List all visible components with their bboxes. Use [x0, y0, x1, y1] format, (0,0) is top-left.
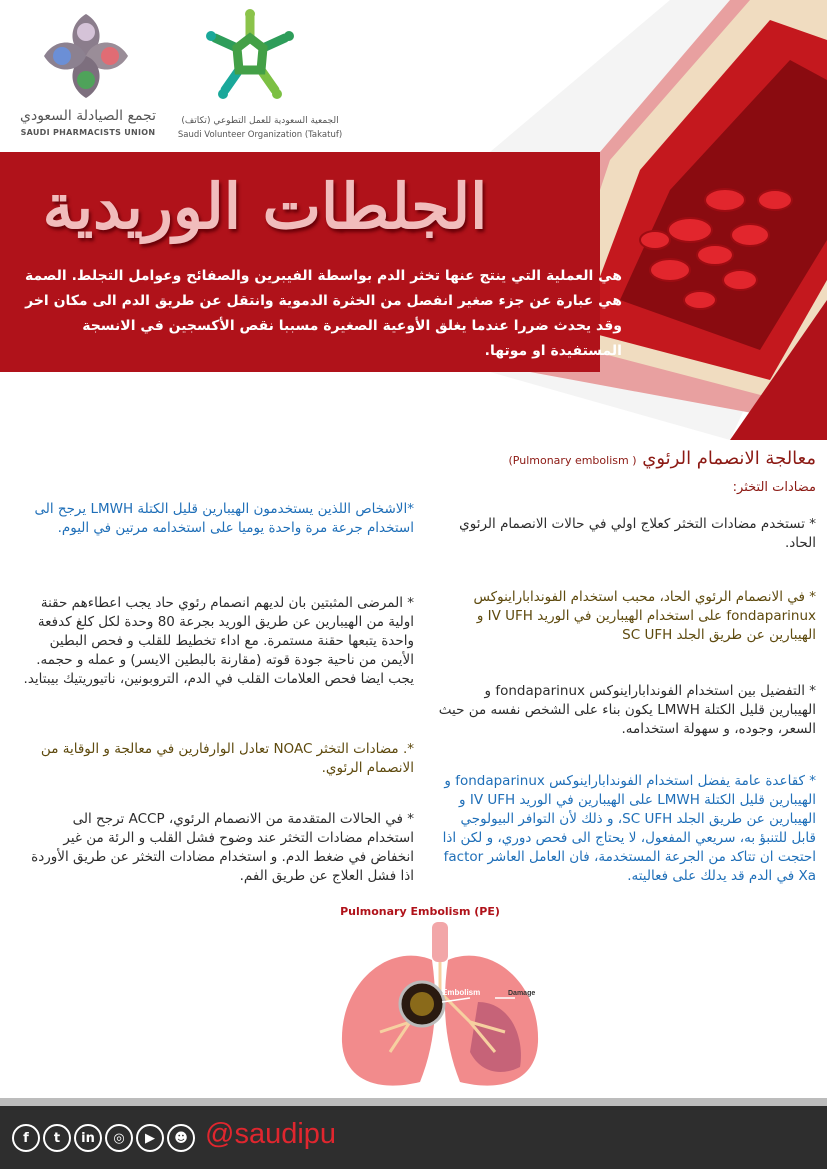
- embolism-label: Embolism: [442, 988, 481, 997]
- instagram-icon[interactable]: ◎: [105, 1124, 133, 1152]
- left-paragraph-2: * المرضى المثبتين بان لديهم انصمام رئوي حاد يجب اعطاءهم حقنة اولية من الهيبارين عن طريق الوريد بجرعة 80 وحدة لكل كلغ كدفعة واحدة يتبعها حقنة مستمرة. مع اداء تخطيط للقلب و فحص البطين الأيمن من ناحية جودة قوته (مقارنة بالبطين الايسر) و عمله و حجمه. يجب ايضا فحص العلامات القلب في الدم، التروبونين، ناتيوريتيك بيبتايد.: [23, 595, 414, 687]
- damage-label: Damage: [508, 990, 536, 997]
- left-paragraph-1: *الاشخاص اللذين يستخدمون الهيبارين قليل الكتلة LMWH يرجح الى استخدام جرعة مرة واحدة يوميا على استخدامه مرتين في اليوم.: [34, 501, 414, 536]
- left-paragraph-4: * في الحالات المتقدمة من الانصمام الرئوي، ACCP ترجح الى استخدام مضادات التخثر عند وضوح فشل القلب و الرئة من غير انخفاض في ضغط الدم. و استخدام مضادات التخثر عن طريق الأوردة اذا فشل العلاج عن طريق الفم.: [31, 811, 414, 884]
- social-handle[interactable]: @saudipu: [205, 1118, 337, 1150]
- takatuf-logo: [165, 8, 355, 138]
- spu-petal-icon: [40, 10, 132, 102]
- section-heading: [438, 448, 816, 469]
- lungs-illustration: [320, 922, 560, 1094]
- footer-bar: [0, 1106, 827, 1169]
- right-paragraph-2: * في الانصمام الرئوي الحاد، محبب استخدام الفونداباراينوكس fondaparinux على استخدام الهيبارين في الوريد IV UFH و الهيبارين عن طريق الجلد SC UFH: [473, 589, 816, 643]
- section-subheading: مضادات التخثر:: [732, 480, 816, 495]
- spu-logo: [18, 8, 156, 138]
- right-paragraph-3: * التفضيل بين استخدام الفونداباراينوكس fondaparinux و الهيبارين قليل الكتلة LMWH يكون بناء على الشخص نفسه من حيث السعر، وجوده، و سهولة استخدامه.: [438, 683, 816, 737]
- title-banner: [0, 152, 622, 372]
- right-paragraph-1: * تستخدم مضادات التخثر كعلاج اولي في حالات الانصمام الرئوي الحاد.: [459, 516, 816, 551]
- banner-title: الجلطات الوريدية: [42, 170, 488, 243]
- youtube-icon[interactable]: ▶: [136, 1124, 164, 1152]
- spu-name-en: SAUDI PHARMACISTS UNION: [20, 128, 156, 137]
- right-paragraph-4: * كقاعدة عامة يفضل استخدام الفونداباراينوكس fondaparinux و الهيبارين قليل الكتلة LMWH على الهيبارين في الوريد IV UFH و الهيبارين عن طريق الجلد SC UFH، و ذلك لأن التوافر البيولوجي قابل للتنبؤ به، سريعي المفعول، لا يحتاج الى فحص دوري، و لكن اذا احتجت ان تتاكد من الجرعة المستخدمة، فان العامل العاشر factor Xa في الدم قد يدلك على فعاليته.: [442, 773, 816, 884]
- section-heading-en: ( Pulmonary embolism): [508, 454, 637, 467]
- takatuf-name-ar: الجمعية السعودية للعمل التطوعي (تكاتف): [181, 116, 339, 126]
- figure-title: Pulmonary Embolism (PE): [340, 905, 500, 918]
- spu-name-ar: تجمع الصيادلة السعودي: [20, 108, 156, 124]
- section-heading-ar: معالجة الانصمام الرئوي: [642, 448, 816, 469]
- takatuf-mark-icon: [195, 8, 305, 108]
- twitter-icon[interactable]: t: [43, 1124, 71, 1152]
- takatuf-name-en: Saudi Volunteer Organization (Takatuf): [177, 130, 343, 140]
- banner-definition: هي العملية التي ينتج عنها تخثر الدم بواسطة الفيبرين والصفائح وعوامل التجلط. الصمة هي عبارة عن جزء صغير انفصل من الخثرة الدموية وانتقل عن طريق الدم الى مكان اخر وقد يحدث ضررا عندما يغلق الأوعية الصغيرة مسببا نقص الأكسجين في الانسجة المستفيدة او موتها.: [25, 268, 622, 359]
- left-paragraph-3: *. مضادات التخثر NOAC تعادل الوارفارين في معالجة و الوقاية من الانصمام الرئوي.: [40, 741, 414, 776]
- footer-stripe: [0, 1098, 827, 1106]
- snapchat-icon[interactable]: ☻: [167, 1124, 195, 1152]
- facebook-icon[interactable]: f: [12, 1124, 40, 1152]
- linkedin-icon[interactable]: in: [74, 1124, 102, 1152]
- social-icons: [12, 1124, 195, 1152]
